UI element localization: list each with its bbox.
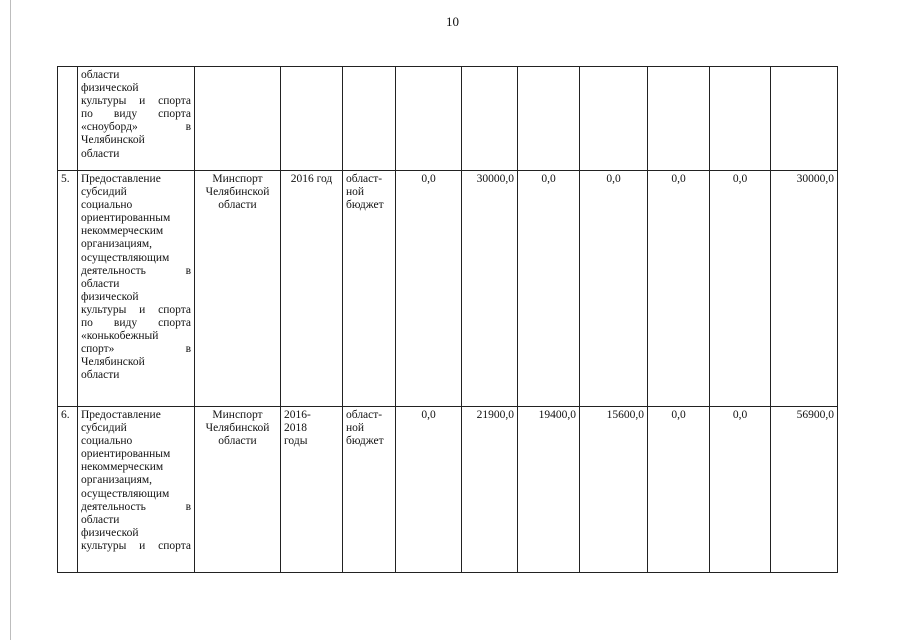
desc-line: области bbox=[81, 513, 120, 526]
desc-line: «конькобежный bbox=[81, 330, 159, 343]
executor-line: области bbox=[218, 199, 257, 212]
measure-description-cell bbox=[78, 171, 195, 407]
period-cell bbox=[281, 407, 343, 573]
table-row-5 bbox=[58, 171, 838, 407]
desc-line: субсидий bbox=[81, 186, 127, 199]
desc-line: культуры и спорта bbox=[81, 539, 191, 552]
row-number-cell: 5. bbox=[58, 171, 78, 407]
desc-line: области bbox=[81, 277, 120, 290]
desc-line: культуры и спорта bbox=[81, 95, 191, 108]
value-cell: 15600,0 bbox=[580, 407, 648, 573]
value-cell: 0,0 bbox=[710, 407, 771, 573]
value-cell: 0,0 bbox=[648, 407, 710, 573]
value-cell bbox=[396, 67, 462, 171]
funding-source-cell bbox=[343, 171, 396, 407]
executor-line: Минспорт bbox=[212, 173, 263, 185]
desc-line: ориентированным bbox=[81, 212, 171, 225]
desc-line: осуществляющим bbox=[81, 487, 170, 500]
source-line: област- bbox=[346, 173, 383, 185]
desc-line: организациям, bbox=[81, 474, 153, 487]
period-line: 2018 bbox=[284, 422, 307, 435]
desc-line: ориентированным bbox=[81, 448, 171, 461]
value-cell: 0,0 bbox=[396, 407, 462, 573]
value-cell bbox=[648, 67, 710, 171]
desc-line: осуществляющим bbox=[81, 251, 170, 264]
value-cell: 21900,0 bbox=[462, 407, 518, 573]
page-left-edge bbox=[10, 0, 11, 640]
value-cell: 0,0 bbox=[710, 171, 771, 407]
period-line: годы bbox=[284, 435, 308, 448]
value-cell bbox=[518, 67, 580, 171]
source-line: ной bbox=[346, 186, 365, 199]
value-cell bbox=[710, 67, 771, 171]
source-line: бюджет bbox=[346, 435, 384, 448]
desc-line: некоммерческим bbox=[81, 225, 164, 238]
period-cell bbox=[281, 67, 343, 171]
period-line: 2016 год bbox=[290, 173, 333, 185]
source-line: бюджет bbox=[346, 199, 384, 212]
value-cell: 30000,0 bbox=[462, 171, 518, 407]
value-cell: 30000,0 bbox=[771, 171, 838, 407]
value-cell bbox=[580, 67, 648, 171]
desc-line: деятельность в bbox=[81, 264, 191, 277]
period-cell bbox=[281, 171, 343, 407]
measure-description-cell bbox=[78, 407, 195, 573]
value-cell: 0,0 bbox=[580, 171, 648, 407]
desc-line: культуры и спорта bbox=[81, 303, 191, 316]
executor-line: Челябинской bbox=[205, 422, 270, 435]
period-line: 2016- bbox=[284, 409, 311, 421]
desc-line: Предоставление bbox=[81, 173, 161, 185]
desc-line: «сноуборд» в bbox=[81, 121, 191, 134]
desc-line: Предоставление bbox=[81, 409, 161, 421]
table-row-6 bbox=[58, 407, 838, 573]
value-cell: 0,0 bbox=[518, 171, 580, 407]
desc-line: области bbox=[81, 147, 120, 160]
value-cell: 19400,0 bbox=[518, 407, 580, 573]
desc-line: деятельность в bbox=[81, 500, 191, 513]
executor-line: Минспорт bbox=[212, 409, 263, 421]
desc-line: физической bbox=[81, 82, 139, 95]
executor-cell bbox=[195, 67, 281, 171]
desc-line: спорт» в bbox=[81, 343, 191, 356]
value-cell: 0,0 bbox=[396, 171, 462, 407]
desc-line: социально bbox=[81, 435, 133, 448]
funding-source-cell bbox=[343, 407, 396, 573]
executor-line: Челябинской bbox=[205, 186, 270, 199]
desc-line: субсидий bbox=[81, 422, 127, 435]
value-cell bbox=[462, 67, 518, 171]
desc-line: физической bbox=[81, 526, 139, 539]
measure-description-cell bbox=[78, 67, 195, 171]
desc-line: по виду спорта bbox=[81, 317, 191, 330]
executor-line: области bbox=[218, 435, 257, 448]
desc-line: по виду спорта bbox=[81, 108, 191, 121]
funding-source-cell bbox=[343, 67, 396, 171]
desc-line: Челябинской bbox=[81, 356, 145, 369]
desc-line: Челябинской bbox=[81, 134, 145, 147]
value-cell bbox=[771, 67, 838, 171]
desc-line: области bbox=[81, 369, 120, 382]
executor-cell bbox=[195, 171, 281, 407]
desc-line: организациям, bbox=[81, 238, 153, 251]
value-cell: 56900,0 bbox=[771, 407, 838, 573]
desc-line: физической bbox=[81, 290, 139, 303]
executor-cell bbox=[195, 407, 281, 573]
desc-line: некоммерческим bbox=[81, 461, 164, 474]
desc-line: области bbox=[81, 69, 120, 81]
table-row-continuation bbox=[58, 67, 838, 171]
source-line: ной bbox=[346, 422, 365, 435]
page-number: 10 bbox=[446, 14, 459, 29]
value-cell: 0,0 bbox=[648, 171, 710, 407]
program-measures-table bbox=[57, 66, 838, 573]
row-number-cell: 6. bbox=[58, 407, 78, 573]
row-number-cell bbox=[58, 67, 78, 171]
source-line: област- bbox=[346, 409, 383, 421]
desc-line: социально bbox=[81, 199, 133, 212]
